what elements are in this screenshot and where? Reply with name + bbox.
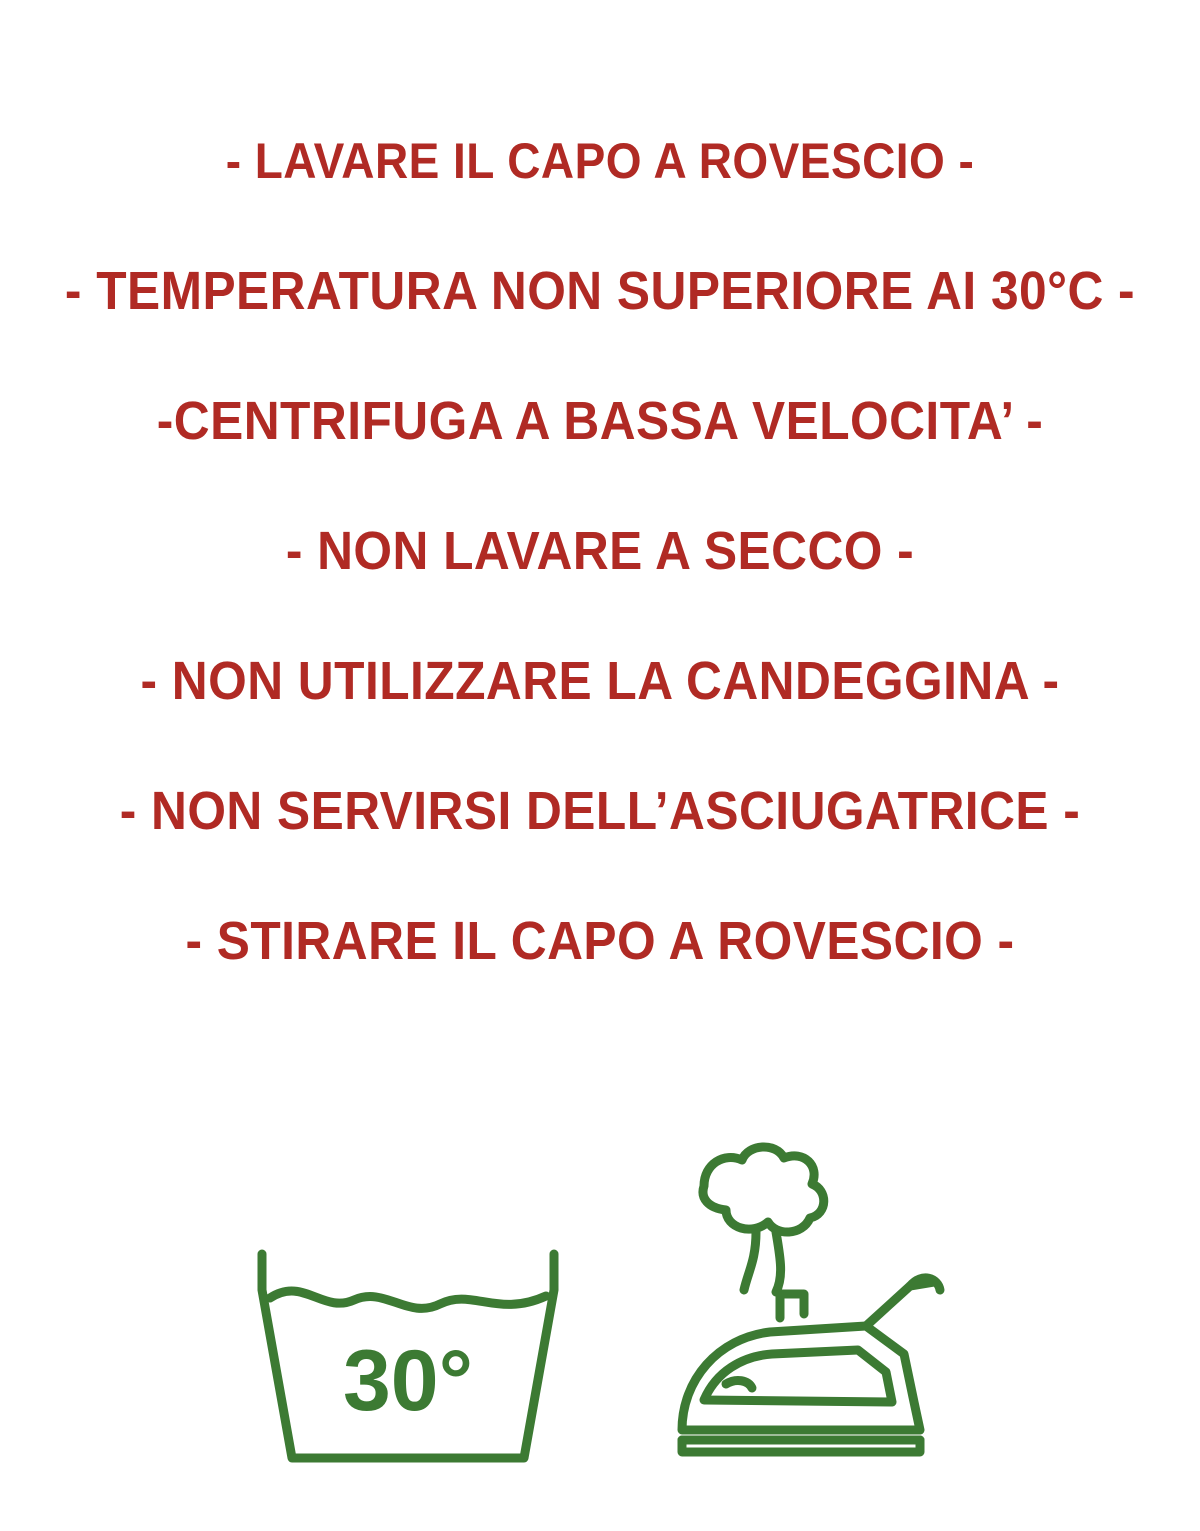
wash-temperature-label: 30° — [342, 1333, 474, 1429]
instructions-list — [0, 96, 1200, 1006]
care-symbols-row — [0, 1090, 1200, 1470]
instruction-line-no-dry-clean: - NON LAVARE A SECCO - — [285, 521, 915, 581]
instruction-line-iron-inside-out: - STIRARE IL CAPO A ROVESCIO - — [185, 911, 1015, 971]
instruction-line-wash-inside-out: - LAVARE IL CAPO A ROVESCIO - — [225, 133, 975, 189]
instruction-line-max-temperature: - TEMPERATURA NON SUPERIORE AI 30°C - — [64, 261, 1136, 321]
instruction-line-low-spin: -CENTRIFUGA A BASSA VELOCITA’ - — [156, 391, 1044, 451]
instruction-line-no-bleach: - NON UTILIZZARE LA CANDEGGINA - — [140, 651, 1060, 711]
instruction-line-no-tumble-dry: - NON SERVIRSI DELL’ASCIUGATRICE - — [119, 781, 1081, 841]
steam-iron-icon — [652, 1140, 952, 1470]
wash-tub-30-icon — [248, 1240, 568, 1470]
